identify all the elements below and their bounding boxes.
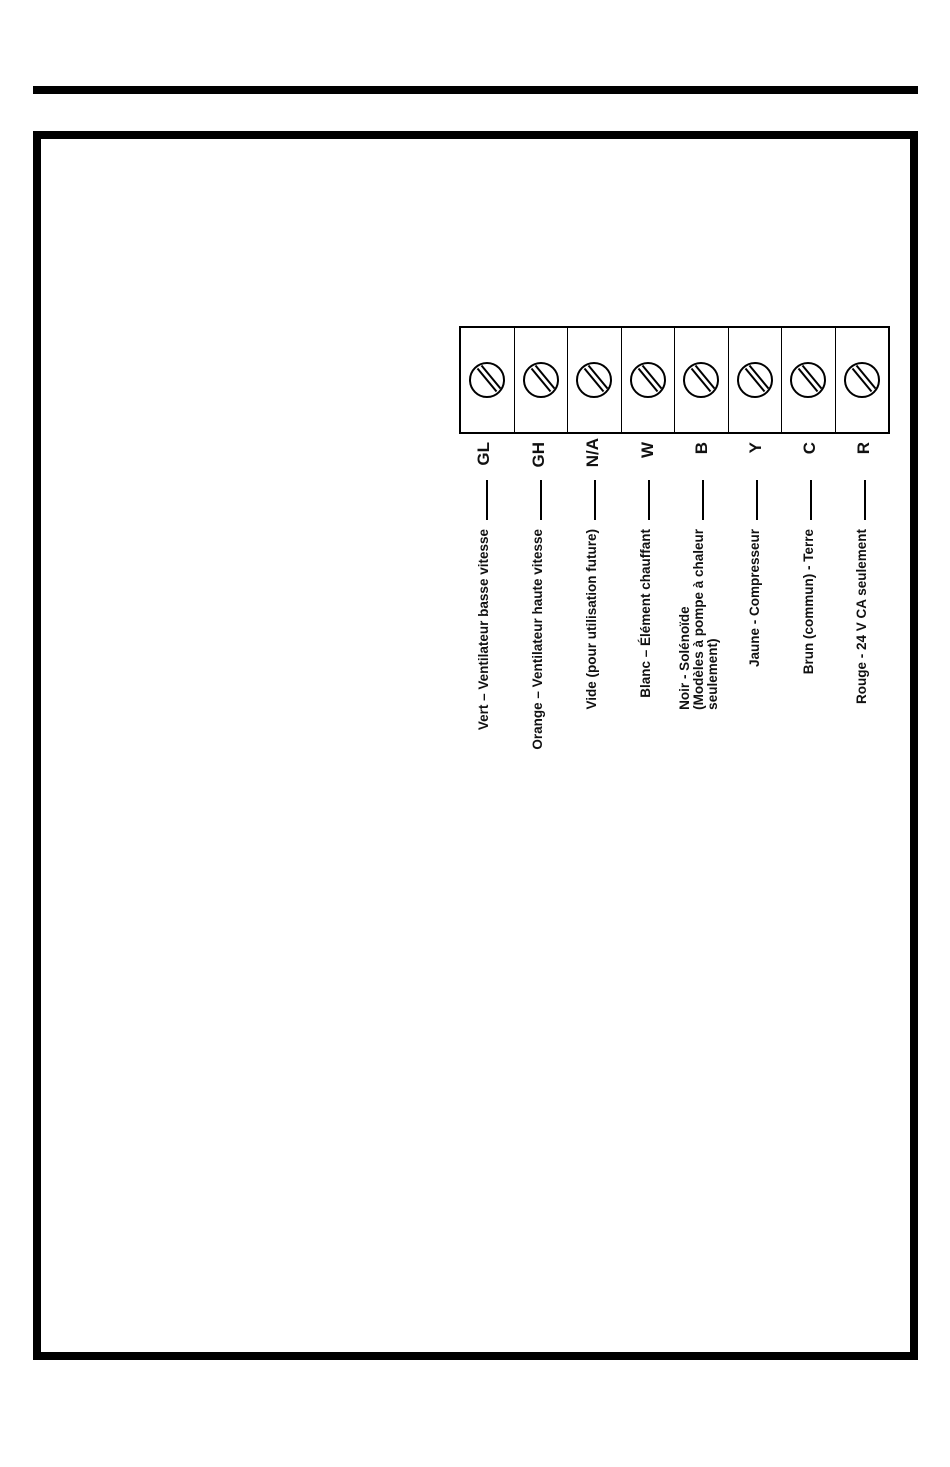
leader-line [810,480,812,520]
terminal-R [836,328,889,432]
leader-line [594,480,596,520]
terminal-GH [515,328,569,432]
leader-line [540,480,542,520]
terminal-Y [729,328,783,432]
leader-line [648,480,650,520]
screw-icon [735,360,775,400]
screw-icon [467,360,507,400]
screw-icon [681,360,721,400]
terminal-C [782,328,836,432]
terminal-code-R: R [854,442,873,455]
wire-label-Y: Jaune - Compresseur [747,529,762,668]
wire-label-B-line-2: (Modèles à pompe à chaleur [691,529,706,710]
terminal-W [622,328,676,432]
wire-label-GH: Orange – Ventilateur haute vitesse [530,529,545,750]
wire-label-GL: Vert – Ventilateur basse vitesse [476,529,491,731]
terminal-NA [568,328,622,432]
wire-label-R: Rouge - 24 V CA seulement [854,529,869,705]
leader-line [486,480,488,520]
screw-icon [521,360,561,400]
content-frame [33,131,918,1360]
terminal-code-C: C [800,442,819,455]
leader-line [756,480,758,520]
screw-icon [788,360,828,400]
screw-icon [842,360,882,400]
terminal-code-Y: Y [746,442,765,454]
wire-label-B-line-1: Noir - Solénoïde [677,606,692,710]
wire-label-B-line-3: seulement) [705,638,720,710]
wire-label-NA: Vide (pour utilisation future) [584,529,599,710]
terminal-B [675,328,729,432]
terminal-code-GL: GL [474,442,493,466]
terminal-GL [461,328,515,432]
top-rule [33,86,918,94]
terminal-code-NA: N/A [583,438,602,468]
screw-icon [628,360,668,400]
wire-label-W: Blanc – Élément chauffant [638,529,653,698]
screw-icon [574,360,614,400]
wire-label-C: Brun (commun) - Terre [801,529,816,675]
leader-line [702,480,704,520]
terminal-code-GH: GH [529,442,548,468]
terminal-code-B: B [692,442,711,455]
terminal-code-W: W [638,442,657,459]
wire-label-B [678,529,720,710]
leader-line [864,480,866,520]
terminal-block [459,326,890,434]
